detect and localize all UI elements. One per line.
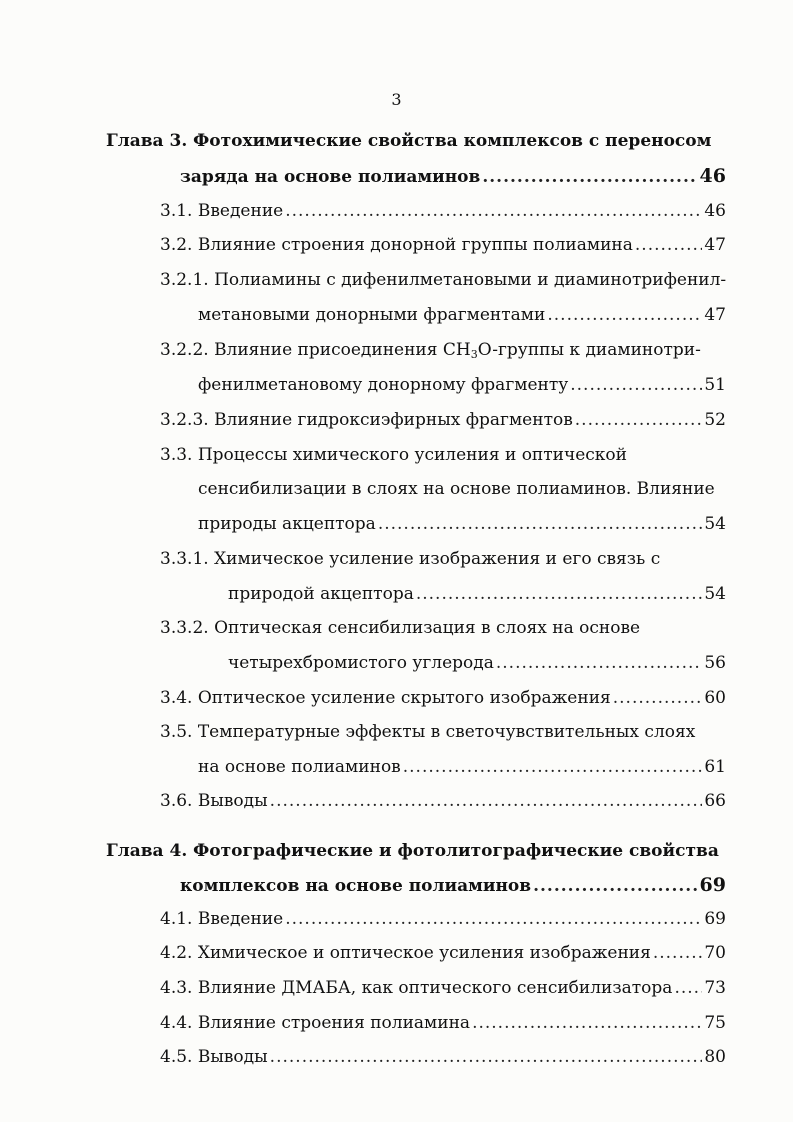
leader-dots [613, 687, 703, 709]
toc-entry-3-2: 3.2. Влияние строения донорной группы полиамина ..... 47 [160, 234, 726, 256]
page-ref: 56 [704, 653, 726, 673]
page-ref: 47 [704, 305, 726, 325]
page-ref: 51 [704, 375, 726, 395]
page-ref: 73 [704, 978, 726, 998]
leader-dots [403, 756, 703, 778]
toc-entry-3-3-line1: 3.3. Процессы химического усиления и оптической [160, 445, 628, 465]
leader-dots [653, 942, 703, 964]
leader-dots [575, 409, 703, 431]
page-ref: 46 [704, 201, 726, 221]
leader-dots [416, 583, 703, 605]
page-number: 3 [391, 90, 402, 109]
toc-entry-3-3-line2: сенсибилизации в слоях на основе полиаминов. Влияние [198, 479, 715, 499]
toc-entry-4-1: 4.1. Введение ..... 69 [160, 908, 726, 930]
toc-entry-3-2-1-line1: 3.2.1. Полиамины с дифенилметановыми и диаминотрифенил- [160, 270, 727, 290]
page-ref: 54 [704, 514, 726, 534]
leader-dots [270, 790, 703, 812]
page-ref: 54 [704, 584, 726, 604]
toc-entry-3-5-line1: 3.5. Температурные эффекты в светочувствительных слоях [160, 722, 696, 742]
page-ref: 80 [704, 1047, 726, 1067]
page-ref: 61 [704, 757, 726, 777]
toc-entry-3-2-3: 3.2.3. Влияние гидроксиэфирных фрагментов ..... 52 [160, 409, 726, 431]
toc-entry-3-1: 3.1. Введение ..... 46 [160, 200, 726, 222]
leader-dots [570, 374, 702, 396]
page-ref: 52 [704, 410, 726, 430]
chapter4-title-line1: Глава 4. Фотографические и фотолитографические свойства [106, 841, 719, 861]
chapter4-entry: комплексов на основе полиаминов ..... 69 [180, 874, 726, 897]
chapter3-entry: заряда на основе полиаминов ..... 46 [180, 165, 726, 188]
leader-dots [378, 513, 703, 535]
toc-entry-4-2: 4.2. Химическое и оптическое усиления изображения ..... 70 [160, 942, 726, 964]
leader-dots [285, 200, 702, 222]
toc-entry-4-4: 4.4. Влияние строения полиамина ..... 75 [160, 1012, 726, 1034]
page-ref: 66 [704, 791, 726, 811]
toc-entry-3-5: на основе полиаминов ..... 61 [198, 756, 726, 778]
toc-entry-3-2-2: фенилметановому донорному фрагменту ..... 51 [198, 374, 726, 396]
page-ref: 46 [699, 165, 726, 187]
toc-entry-3-3-2-line1: 3.3.2. Оптическая сенсибилизация в слоях на основе [160, 618, 641, 638]
chapter3-title-line1: Глава 3. Фотохимические свойства комплексов с переносом [106, 131, 712, 151]
page-ref: 60 [704, 688, 726, 708]
page-ref: 69 [704, 909, 726, 929]
page-ref: 47 [704, 235, 726, 255]
leader-dots [285, 908, 702, 930]
page-ref: 69 [699, 874, 726, 896]
leader-dots [270, 1046, 703, 1068]
toc-entry-3-6: 3.6. Выводы ..... 66 [160, 790, 726, 812]
leader-dots [533, 875, 697, 897]
toc-entry-3-3-1-line1: 3.3.1. Химическое усиление изображения и его связь с [160, 549, 661, 569]
toc-entry-4-5: 4.5. Выводы ..... 80 [160, 1046, 726, 1068]
toc-entry-3-3-2: четырехбромистого углерода ..... 56 [228, 652, 726, 674]
toc-entry-4-3: 4.3. Влияние ДМАБА, как оптического сенсибилизатора ..... 73 [160, 977, 726, 999]
toc-entry-3-3-1: природой акцептора ..... 54 [228, 583, 726, 605]
page-ref: 75 [704, 1013, 726, 1033]
toc-entry-3-3: природы акцептора ..... 54 [198, 513, 726, 535]
leader-dots [496, 652, 702, 674]
toc-entry-3-2-2-line1: 3.2.2. Влияние присоединения $CH_3O$-группы к диаминотри- [160, 340, 701, 361]
leader-dots [547, 304, 702, 326]
leader-dots [674, 977, 702, 999]
leader-dots [635, 234, 702, 256]
leader-dots [472, 1012, 702, 1034]
toc-entry-3-4: 3.4. Оптическое усиление скрытого изображения ..... 60 [160, 687, 726, 709]
leader-dots [482, 166, 697, 188]
toc-entry-3-2-1: метановыми донорными фрагментами ..... 47 [198, 304, 726, 326]
page-ref: 70 [704, 943, 726, 963]
